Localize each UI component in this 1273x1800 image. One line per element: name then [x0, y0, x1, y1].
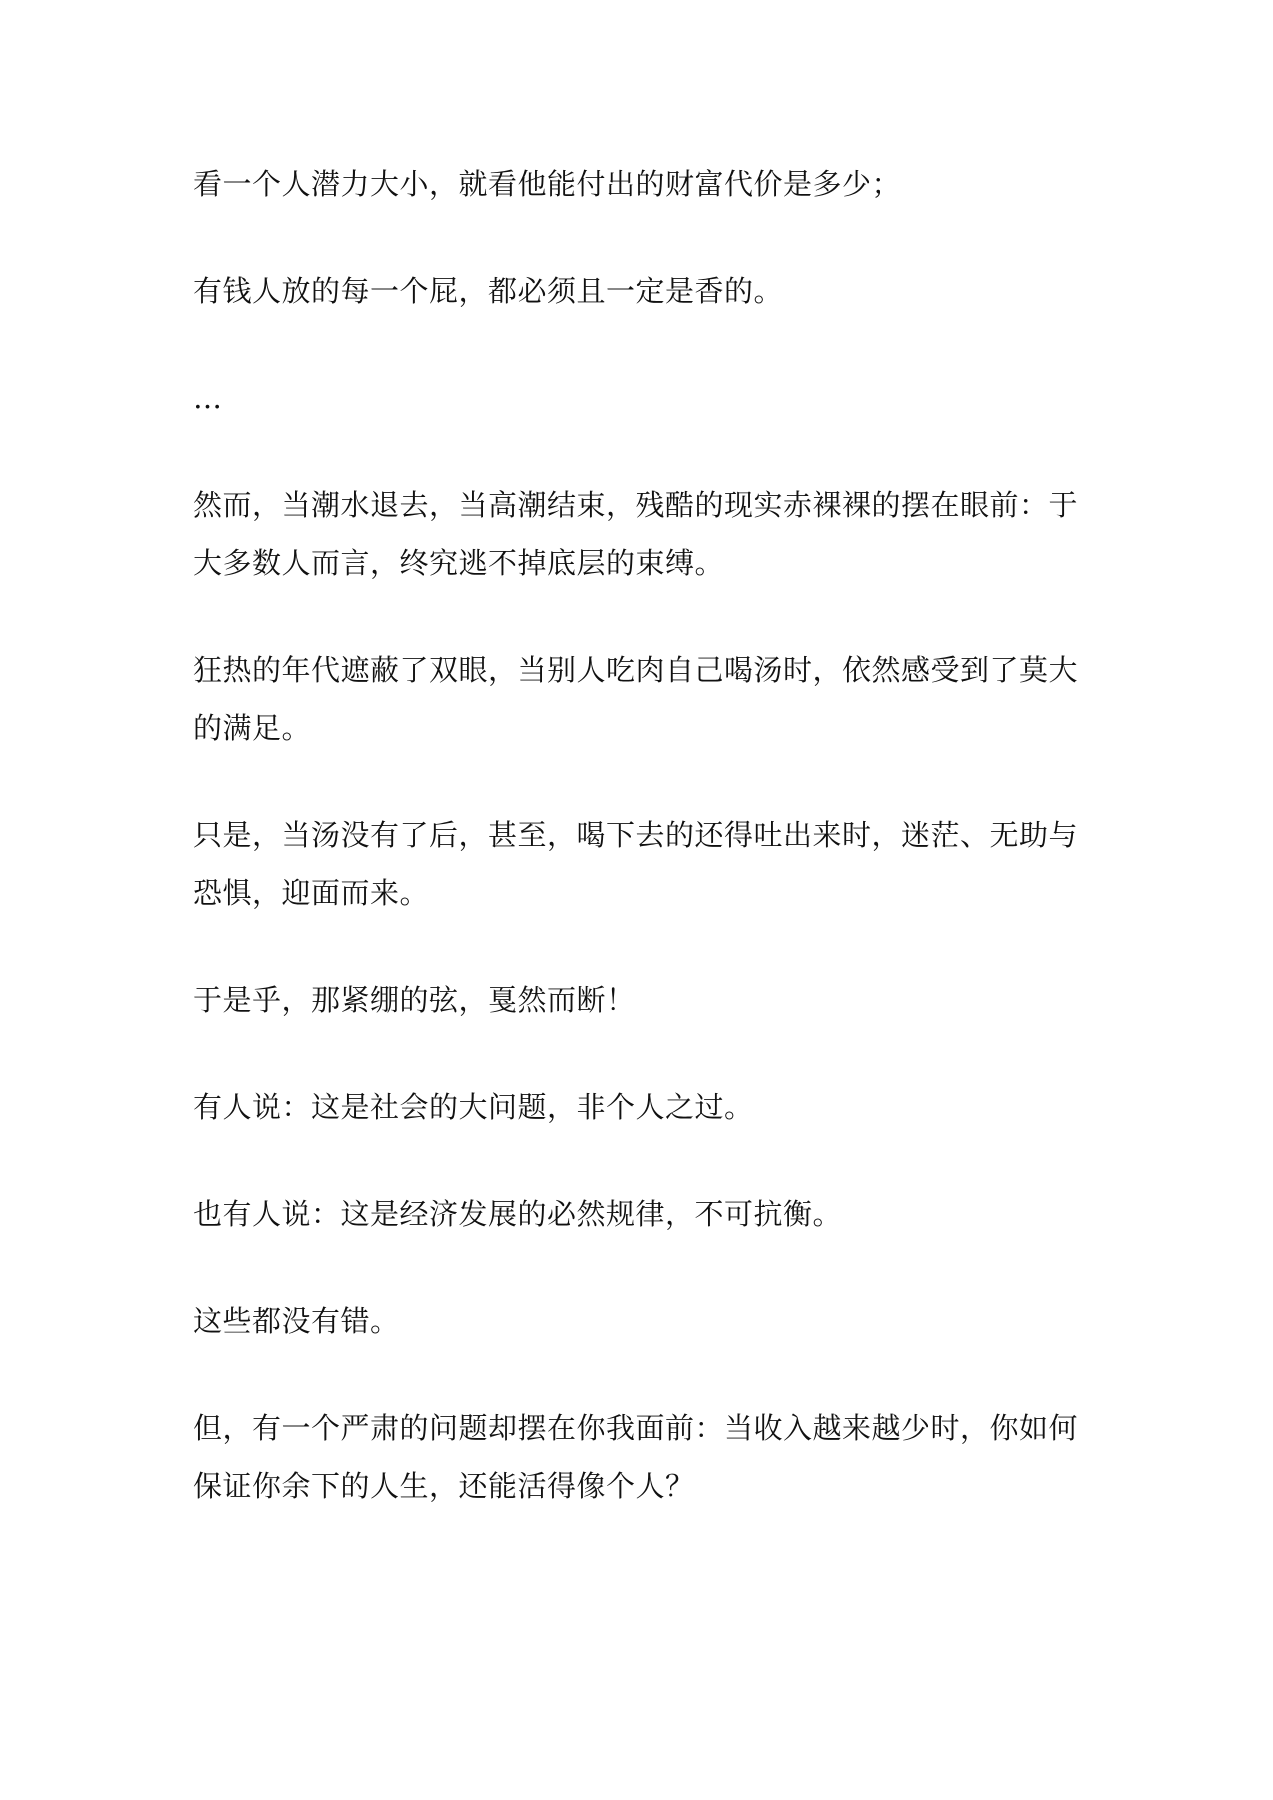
- paragraph-3: 然而，当潮水退去，当高潮结束，残酷的现实赤裸裸的摆在眼前：于大多数人而言，终究逃不掉底层的束缚。: [193, 488, 1079, 580]
- paragraph-10: 但，有一个严肃的问题却摆在你我面前：当收入越来越少时，你如何保证你余下的人生，还能活得像个人？: [193, 1411, 1079, 1503]
- paragraph-5: 只是，当汤没有了后，甚至，喝下去的还得吐出来时，迷茫、无助与恐惧，迎面而来。: [193, 818, 1079, 910]
- paragraph-2: 有钱人放的每一个屁，都必须且一定是香的。: [193, 274, 784, 308]
- paragraph-ellipsis: …: [193, 381, 222, 415]
- paragraph-9: 这些都没有错。: [193, 1304, 400, 1338]
- paragraph-4: 狂热的年代遮蔽了双眼，当别人吃肉自己喝汤时，依然感受到了莫大的满足。: [193, 653, 1079, 745]
- paragraph-1: 看一个人潜力大小，就看他能付出的财富代价是多少；: [193, 167, 902, 201]
- document-body: [193, 155, 1083, 1564]
- paragraph-8: 也有人说：这是经济发展的必然规律，不可抗衡。: [193, 1197, 843, 1231]
- paragraph-7: 有人说：这是社会的大问题，非个人之过。: [193, 1090, 754, 1124]
- paragraph-6: 于是乎，那紧绷的弦，戛然而断！: [193, 983, 636, 1017]
